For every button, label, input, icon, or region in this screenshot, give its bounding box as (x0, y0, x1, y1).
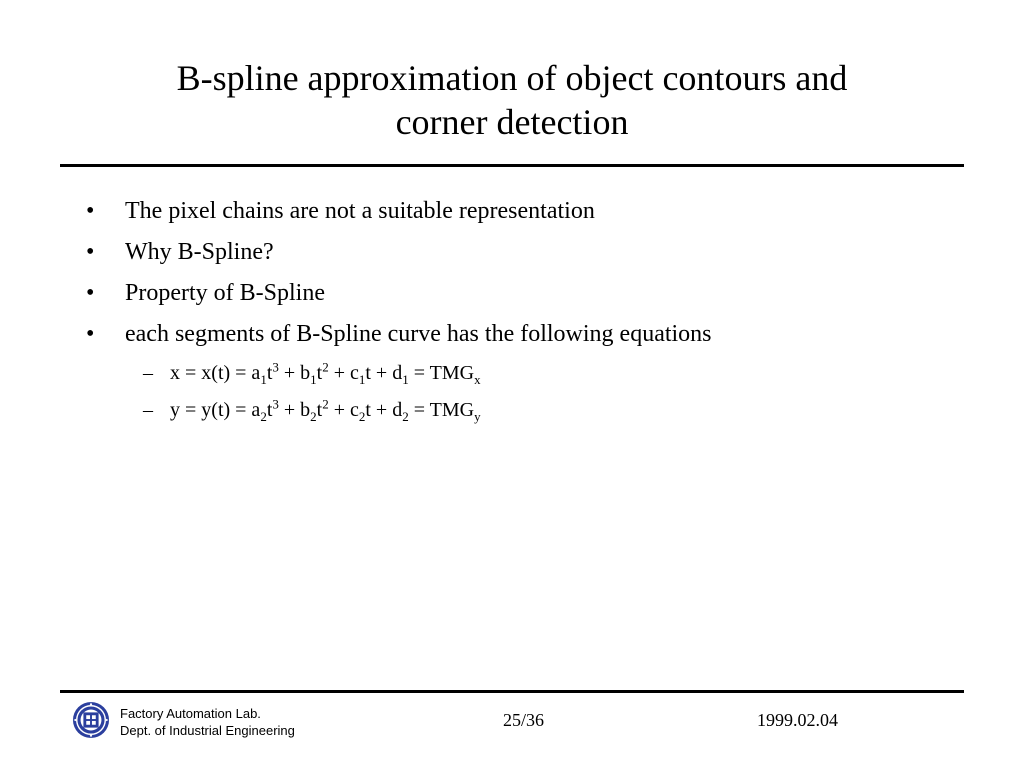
equation-y (0, 397, 1024, 434)
bullet-item (0, 196, 1024, 237)
page-number: 25/36 (503, 710, 545, 730)
sub-bullet-marker: – (143, 399, 153, 421)
footer-organization (120, 705, 295, 739)
bullet-marker: • (86, 321, 95, 347)
bullet-text: Property of B-Spline (125, 280, 325, 306)
bullet-item (0, 319, 1024, 360)
footer-divider (60, 690, 964, 693)
equation-text: $x = x(t) = a_1t^3 + b_1t^2 + c_1t + d_1 = TMG_x$ (170, 359, 481, 387)
sub-bullet-marker: – (143, 362, 153, 384)
bullet-text: The pixel chains are not a suitable representation (125, 198, 595, 224)
title-line-2: corner detection (395, 102, 629, 142)
bullet-text: each segments of B-Spline curve has the following equations (125, 321, 712, 347)
bullet-item (0, 278, 1024, 319)
bullet-marker: • (86, 239, 95, 265)
bullet-list (0, 196, 1024, 434)
title-divider (60, 164, 964, 167)
equation-text: $y = y(t) = a_2t^3 + b_2t^2 + c_2t + d_2 = TMG_y$ (170, 396, 481, 424)
bullet-item (0, 237, 1024, 278)
university-emblem-icon (72, 701, 110, 739)
footer-org-line-2: Dept. of Industrial Engineering (120, 723, 295, 738)
bullet-marker: • (86, 280, 95, 306)
bullet-marker: • (86, 198, 95, 224)
footer-date: 1999.02.04 (757, 710, 838, 730)
slide-title (60, 56, 964, 144)
equation-x (0, 360, 1024, 397)
title-line-1: B-spline approximation of object contours and (176, 58, 848, 98)
bullet-text: Why B-Spline? (125, 239, 274, 265)
footer-org-line-1: Factory Automation Lab. (120, 706, 261, 721)
